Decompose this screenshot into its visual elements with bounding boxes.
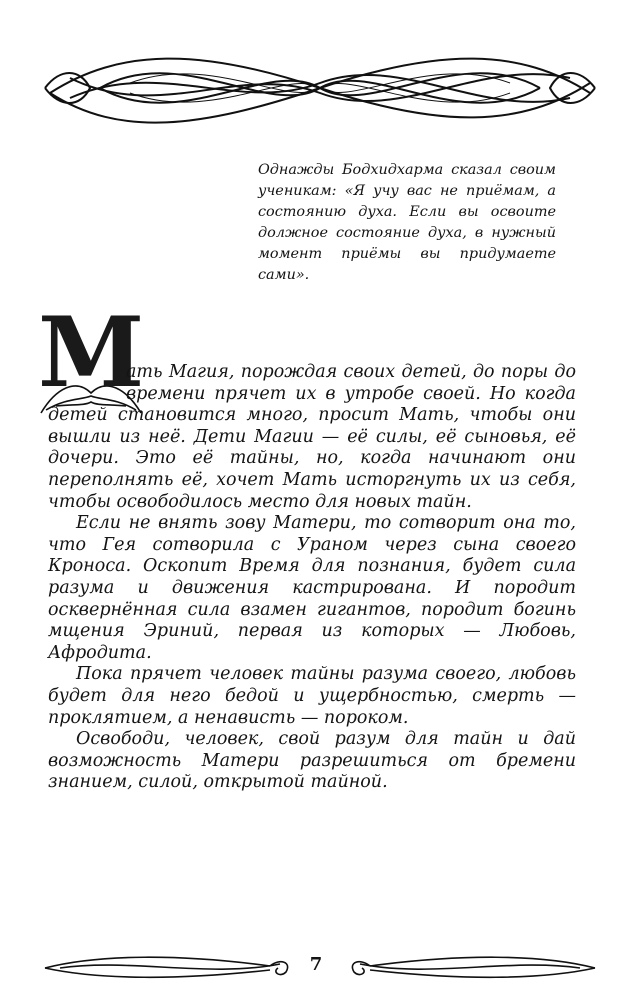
paragraph-1-text: ать Магия, порождая своих детей, до поры до времени прячет их в утробе своей. Но когда детей становится много, просит Мать, чтобы они вышли из неё. Дети Магии — её силы, её сыновья, её дочери. Это её тайны, но, когда начинают они переполнять её, хочет Мать исторгнуть их из себя, чтобы освободилось место для новых тайн. — [48, 362, 576, 512]
paragraph-4: Освободи, человек, свой разум для тайн и дай возможность Матери разрешиться от бремени знанием, силой, открытой тайной. — [48, 729, 576, 793]
paragraph-2: Если не внять зову Матери, то сотворит она то, что Гея сотворила с Ураном через сына своего Кроноса. Оскопит Время для познания, будет сила разума и движения кастрирована. И породит осквернённая сила взамен гигантов, породит богинь мщения Эриний, первая из которых — Любовь, Афродита. — [48, 513, 576, 663]
paragraph-1 — [48, 362, 576, 513]
top-ornament — [40, 38, 600, 128]
drop-cap-spacer — [48, 362, 126, 404]
epigraph: Однажды Бодхидхарма сказал своим ученикам: «Я учу вас не приёмам, а состоянию духа. Если вы освоите должное состояние духа, в нужный момент приёмы вы придумаете сами». — [258, 162, 556, 283]
drop-cap-letter: М — [38, 296, 145, 409]
paragraph-3: Пока прячет человек тайны разума своего, любовь будет для него бедой и ущербностью, смерть — проклятием, а ненависть — пороком. — [48, 664, 576, 728]
page-number: 7 — [309, 954, 323, 975]
chapter-body — [48, 362, 576, 794]
